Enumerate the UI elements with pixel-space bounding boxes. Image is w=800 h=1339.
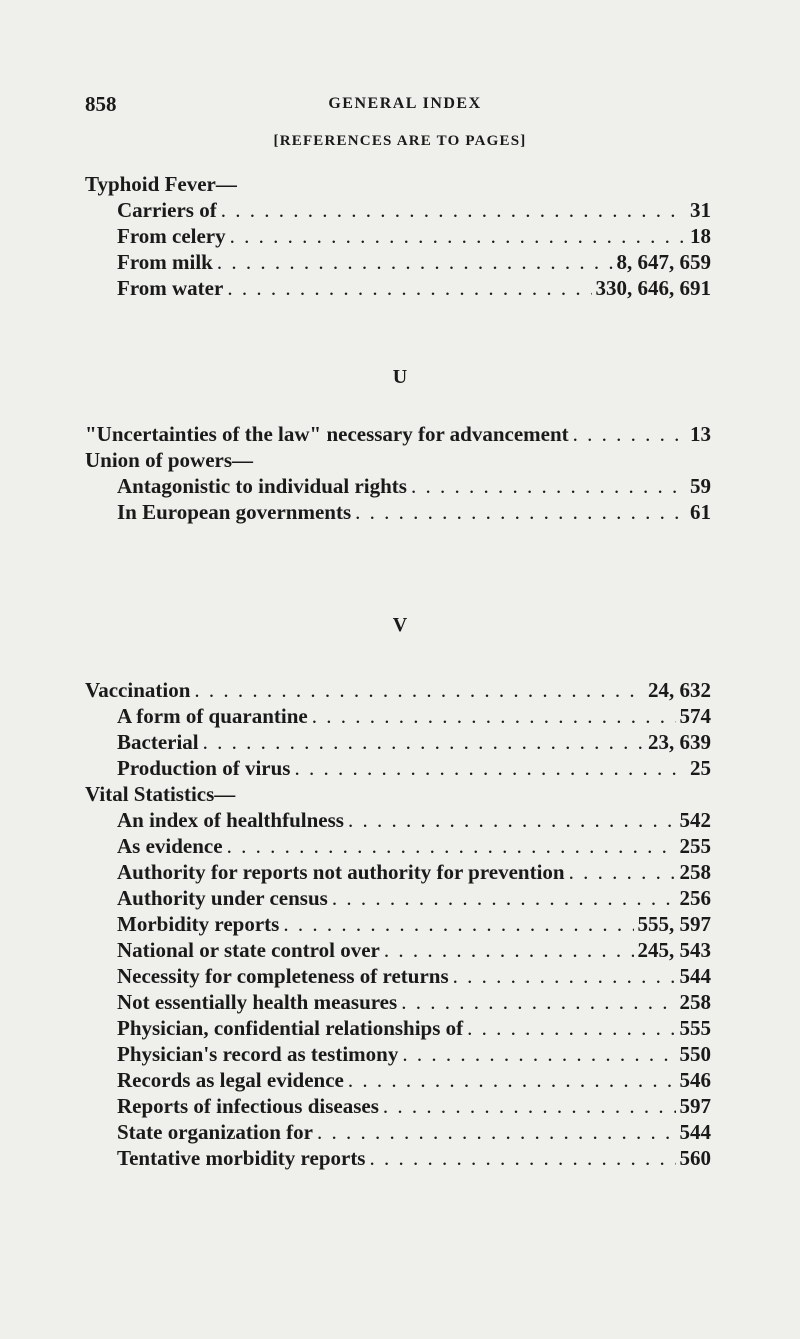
entry-pages: 258 <box>679 860 711 884</box>
entry-label: An index of healthfulness <box>117 808 344 832</box>
entry-pages: 8, 647, 659 <box>616 250 711 274</box>
entry-pages: 330, 646, 691 <box>595 276 711 300</box>
entry-label: Carriers of <box>117 198 217 222</box>
index-subentry <box>85 1119 711 1145</box>
index-entry <box>85 171 711 197</box>
dot-leader <box>411 473 686 499</box>
entry-label: From milk <box>117 250 213 274</box>
entry-label: Records as legal evidence <box>117 1068 344 1092</box>
dot-leader <box>283 911 633 937</box>
index-subentry <box>85 1145 711 1171</box>
entry-pages: 555 <box>679 1016 711 1040</box>
entry-pages: 61 <box>690 500 711 524</box>
dot-leader <box>217 249 613 275</box>
dot-leader <box>194 677 644 703</box>
dot-leader <box>384 937 634 963</box>
entry-label: Authority for reports not authority for prevention <box>117 860 565 884</box>
entry-pages: 574 <box>679 704 711 728</box>
section-u <box>85 421 711 525</box>
index-subentry <box>85 911 711 937</box>
index-entry <box>85 421 711 447</box>
entry-pages: 25 <box>690 756 711 780</box>
index-subentry <box>85 1015 711 1041</box>
dot-leader <box>467 1015 675 1041</box>
entry-pages: 258 <box>679 990 711 1014</box>
entry-label: State organization for <box>117 1120 313 1144</box>
entry-label: Reports of infectious diseases <box>117 1094 379 1118</box>
dot-leader <box>453 963 676 989</box>
index-subentry <box>85 729 711 755</box>
entry-label: Not essentially health measures <box>117 990 398 1014</box>
index-subentry <box>85 1067 711 1093</box>
dot-leader <box>573 421 686 447</box>
index-subentry <box>85 1041 711 1067</box>
entry-label: As evidence <box>117 834 223 858</box>
index-subentry <box>85 703 711 729</box>
entry-label: Bacterial <box>117 730 199 754</box>
dot-leader <box>221 197 686 223</box>
entry-label: Vital Statistics— <box>85 782 236 806</box>
dot-leader <box>227 275 591 301</box>
dot-leader <box>227 833 676 859</box>
entry-label: In European governments <box>117 500 352 524</box>
entry-pages: 23, 639 <box>648 730 711 754</box>
entry-label: A form of quarantine <box>117 704 308 728</box>
section-t <box>85 171 711 301</box>
entry-pages: 542 <box>679 808 711 832</box>
entry-pages: 31 <box>690 198 711 222</box>
section-letter-u: U <box>392 366 408 388</box>
entry-pages: 555, 597 <box>637 912 711 936</box>
index-entry <box>85 677 711 703</box>
entry-label: Antagonistic to individual rights <box>117 474 407 498</box>
index-subentry <box>85 833 711 859</box>
dot-leader <box>317 1119 676 1145</box>
dot-leader <box>332 885 676 911</box>
entry-label: Typhoid Fever— <box>85 172 237 196</box>
dot-leader <box>348 807 676 833</box>
index-subentry <box>85 885 711 911</box>
entry-pages: 24, 632 <box>648 678 711 702</box>
entry-pages: 550 <box>679 1042 711 1066</box>
entry-label: Authority under census <box>117 886 328 910</box>
dot-leader <box>294 755 686 781</box>
entry-pages: 597 <box>679 1094 711 1118</box>
index-subentry <box>85 249 711 275</box>
index-subentry <box>85 807 711 833</box>
dot-leader <box>203 729 644 755</box>
index-subentry <box>85 937 711 963</box>
dot-leader <box>348 1067 676 1093</box>
entry-label: National or state control over <box>117 938 380 962</box>
index-entry <box>85 781 711 807</box>
entry-label: Production of virus <box>117 756 291 780</box>
dot-leader <box>369 1145 675 1171</box>
entry-pages: 560 <box>679 1146 711 1170</box>
entry-pages: 544 <box>679 964 711 988</box>
entry-label: "Uncertainties of the law" necessary for advancement <box>85 422 569 446</box>
entry-label: Union of powers— <box>85 448 254 472</box>
entry-pages: 59 <box>690 474 711 498</box>
entry-label: Tentative morbidity reports <box>117 1146 366 1170</box>
entry-label: From water <box>117 276 224 300</box>
entry-pages: 13 <box>690 422 711 446</box>
index-subentry <box>85 223 711 249</box>
index-subentry <box>85 989 711 1015</box>
entry-label: Morbidity reports <box>117 912 280 936</box>
dot-leader <box>402 1041 675 1067</box>
entry-label: From celery <box>117 224 226 248</box>
dot-leader <box>230 223 686 249</box>
section-letter-v: V <box>392 614 408 636</box>
references-note: [REFERENCES ARE TO PAGES] <box>273 133 527 149</box>
entry-pages: 256 <box>679 886 711 910</box>
entry-pages: 544 <box>679 1120 711 1144</box>
index-subentry <box>85 499 711 525</box>
index-entry <box>85 447 711 473</box>
dot-leader <box>569 859 676 885</box>
section-v <box>85 677 711 1171</box>
index-subentry <box>85 963 711 989</box>
entry-pages: 546 <box>679 1068 711 1092</box>
entry-label: Vaccination <box>85 678 191 702</box>
dot-leader <box>401 989 675 1015</box>
dot-leader <box>383 1093 676 1119</box>
page-number: 858 <box>85 92 117 116</box>
entry-pages: 255 <box>679 834 711 858</box>
entry-pages: 245, 543 <box>637 938 711 962</box>
dot-leader <box>312 703 676 729</box>
index-subentry <box>85 755 711 781</box>
index-subentry <box>85 197 711 223</box>
entry-label: Physician, confidential relationships of <box>117 1016 464 1040</box>
running-title: GENERAL INDEX <box>328 95 482 112</box>
index-subentry <box>85 275 711 301</box>
dot-leader <box>355 499 686 525</box>
entry-label: Physician's record as testimony <box>117 1042 399 1066</box>
index-subentry <box>85 473 711 499</box>
entry-label: Necessity for completeness of returns <box>117 964 449 988</box>
running-head <box>85 92 725 118</box>
index-subentry <box>85 1093 711 1119</box>
index-subentry <box>85 859 711 885</box>
entry-pages: 18 <box>690 224 711 248</box>
